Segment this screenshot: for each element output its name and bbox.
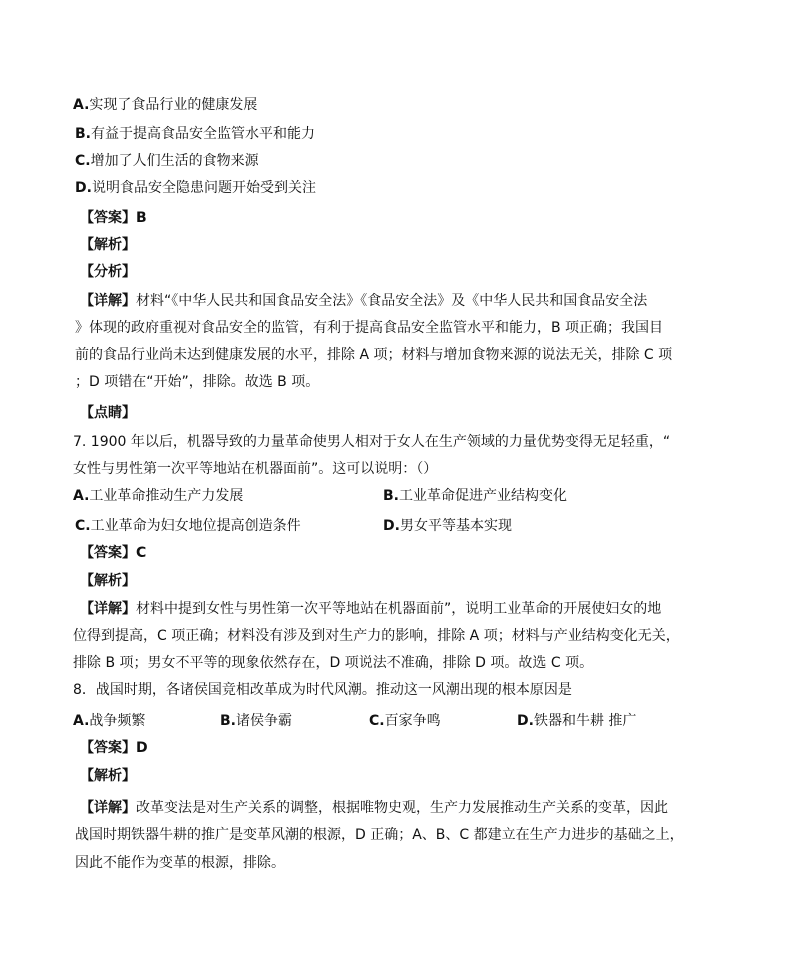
q6-answer: 【答案】B	[80, 210, 147, 226]
q7-option-b: B.工业革命促进产业结构变化	[383, 488, 567, 504]
q6-detail-line-2: 》体现的政府重视对食品安全的监管，有利于提高食品安全监管水平和能力，B 项正确；我国目	[75, 320, 664, 336]
q8-option-b: B.诸侯争霸	[220, 713, 292, 729]
q6-analysis-heading: 【解析】	[80, 237, 136, 253]
q8-option-a: A.战争频繁	[73, 713, 146, 729]
q6-option-d: D.说明食品安全隐患问题开始受到关注	[75, 180, 316, 196]
q7-option-a: A.工业革命推动生产力发展	[73, 488, 244, 504]
q7-stem-line-1: 7. 1900 年以后，机器导致的力量革命使男人相对于女人在生产领域的力量优势变得无足轻重，“	[73, 434, 671, 450]
q6-fenxi-heading: 【分析】	[80, 264, 136, 280]
q7-option-d: D.男女平等基本实现	[383, 518, 512, 534]
q7-option-c: C.工业革命为妇女地位提高创造条件	[75, 518, 301, 534]
q6-detail-line-4: ；D 项错在“开始”，排除。故选 B 项。	[75, 374, 320, 390]
q6-detail-line-1: 【详解】材料“《中华人民共和国食品安全法》《食品安全法》及《中华人民共和国食品安全法	[80, 293, 648, 309]
q8-option-d: D.铁器和牛耕 推广	[517, 713, 637, 729]
q7-stem-line-2: 女性与男性第一次平等地站在机器面前”。这可以说明：（）	[73, 461, 438, 477]
q7-detail-line-2: 位得到提高，C 项正确；材料没有涉及到对生产力的影响，排除 A 项；材料与产业结构变化无关，	[73, 628, 680, 644]
q7-answer: 【答案】C	[80, 545, 147, 561]
q8-detail-line-3: 因此不能作为变革的根源，排除。	[75, 855, 285, 871]
q6-option-b: B.有益于提高食品安全监管水平和能力	[75, 126, 315, 142]
q8-answer: 【答案】D	[80, 740, 148, 756]
q7-detail-line-3: 排除 B 项；男女不平等的现象依然存在，D 项说法不准确，排除 D 项。故选 C 项。	[73, 655, 594, 671]
q8-detail-line-1: 【详解】改革变法是对生产关系的调整，根据唯物史观，生产力发展推动生产关系的变革，因此	[80, 800, 668, 816]
q8-stem: 8．战国时期，各诸侯国竞相改革成为时代风潮。推动这一风潮出现的根本原因是	[73, 682, 572, 698]
q8-option-c: C.百家争鸣	[369, 713, 441, 729]
q6-option-a: A.实现了食品行业的健康发展	[73, 97, 258, 113]
q7-detail-line-1: 【详解】材料中提到女性与男性第一次平等地站在机器面前”，说明工业革命的开展使妇女的地	[80, 601, 662, 617]
q6-option-c: C.增加了人们生活的食物来源	[75, 153, 259, 169]
q6-detail-line-3: 前的食品行业尚未达到健康发展的水平，排除 A 项；材料与增加食物来源的说法无关，排除 C 项	[75, 347, 673, 363]
q6-dianjing-heading: 【点睛】	[80, 405, 136, 421]
q7-analysis-heading: 【解析】	[80, 573, 136, 589]
q8-detail-line-2: 战国时期铁器牛耕的推广是变革风潮的根源，D 正确；A、B、C 都建立在生产力进步的基础之上，	[75, 827, 684, 843]
q8-analysis-heading: 【解析】	[80, 768, 136, 784]
